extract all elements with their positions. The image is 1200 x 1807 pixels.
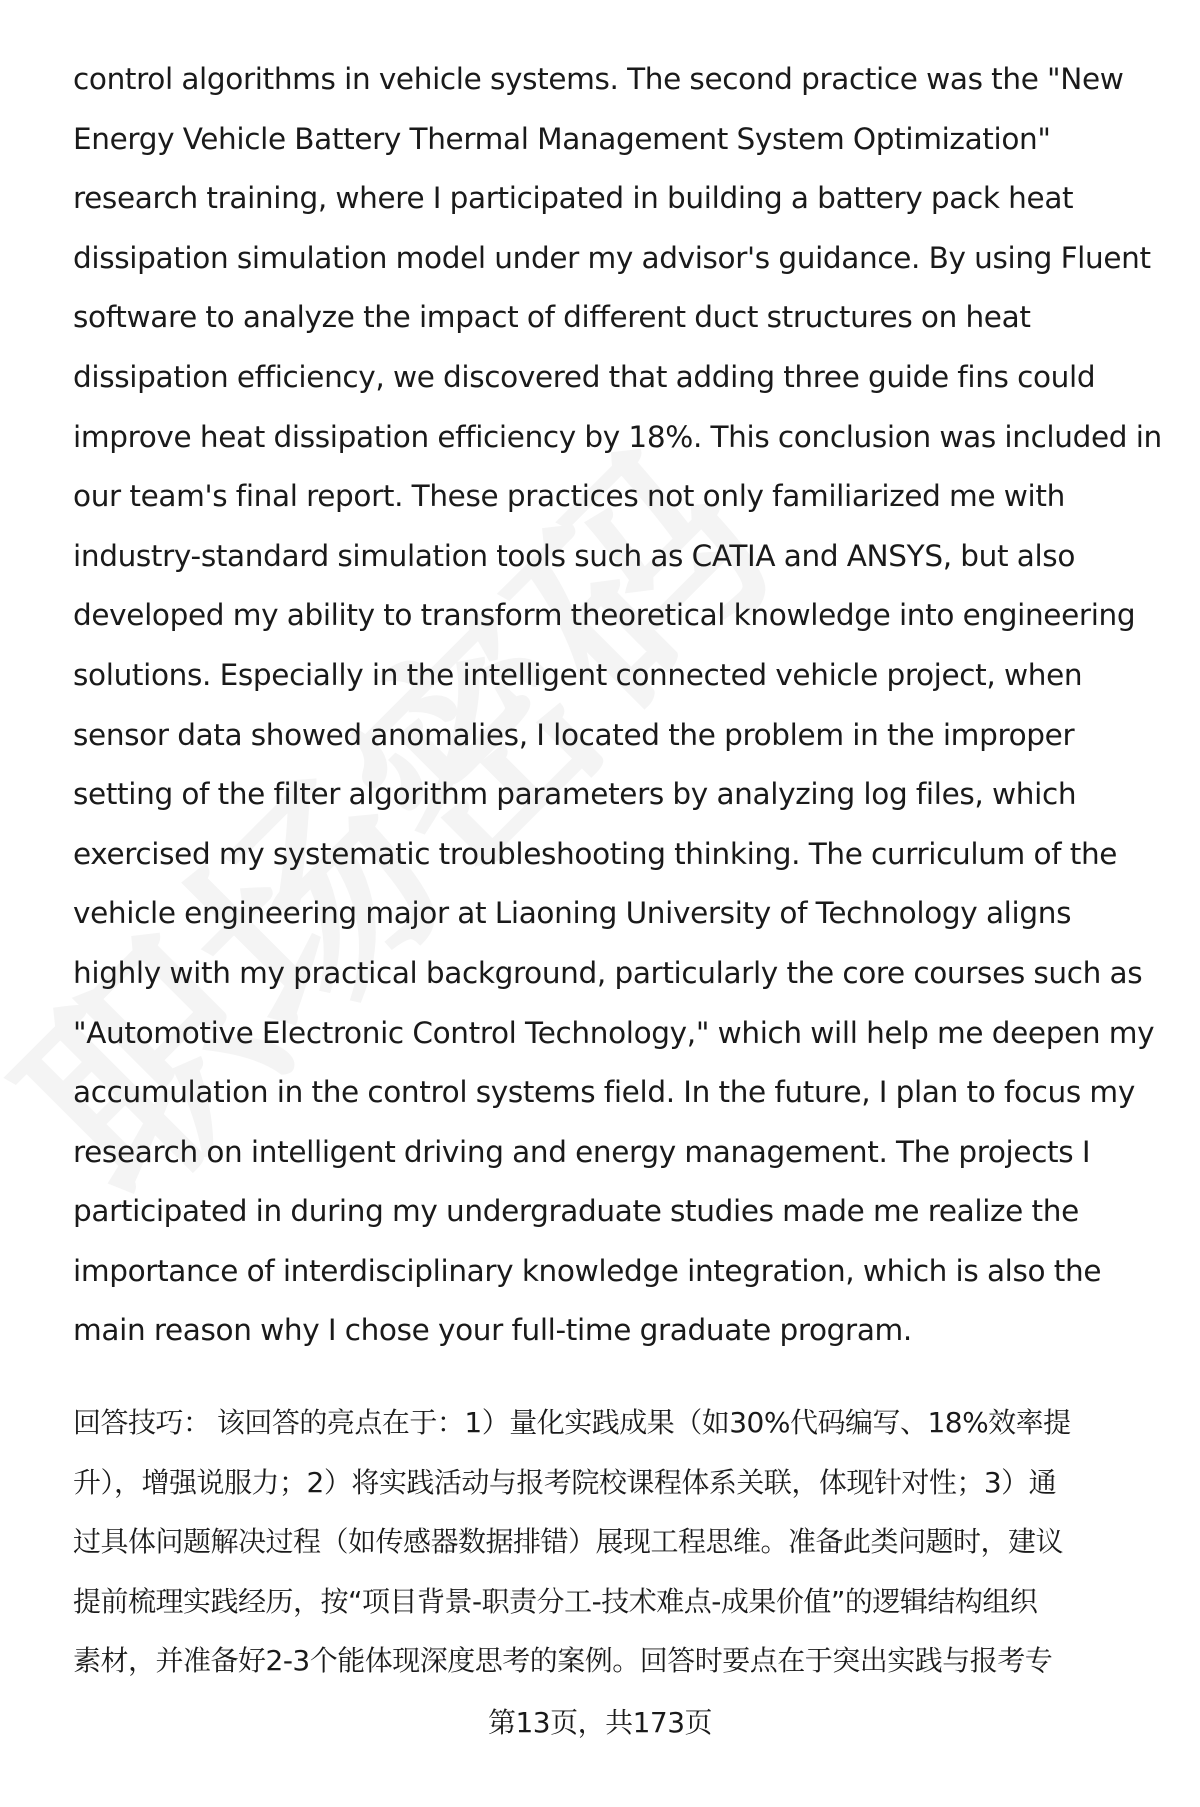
answer-tips-paragraph <box>73 1393 1163 1691</box>
body-line: developed my ability to transform theoretical knowledge into engineering <box>73 598 1136 633</box>
body-line: our team's final report. These practices not only familiarized me with <box>73 479 1065 514</box>
tips-line: 升），增强说服力；2）将实践活动与报考院校课程体系关联，体现针对性；3）通 <box>73 1465 1057 1499</box>
body-line: exercised my systematic troubleshooting thinking. The curriculum of the <box>73 836 1118 871</box>
body-line: vehicle engineering major at Liaoning University of Technology aligns <box>73 896 1072 931</box>
body-line: software to analyze the impact of different duct structures on heat <box>73 300 1031 335</box>
body-paragraph <box>73 50 1163 1361</box>
tips-line: 过具体问题解决过程（如传感器数据排错）展现工程思维。准备此类问题时，建议 <box>73 1525 1064 1558</box>
body-line: improve heat dissipation efficiency by 18%. This conclusion was included in <box>73 419 1162 454</box>
body-line: sensor data showed anomalies, I located the problem in the improper <box>73 717 1075 752</box>
body-line: research on intelligent driving and energy management. The projects I <box>73 1134 1091 1169</box>
body-line: control algorithms in vehicle systems. The second practice was the "New <box>73 62 1124 96</box>
body-line: "Automotive Electronic Control Technology," which will help me deepen my <box>73 1015 1155 1050</box>
page-number: 第13页，共173页 <box>487 1706 713 1739</box>
body-line: dissipation simulation model under my advisor's guidance. By using Fluent <box>73 240 1151 275</box>
tips-line: 回答技巧： 该回答的亮点在于：1）量化实践成果（如30%代码编写、18%效率提 <box>73 1406 1071 1439</box>
body-line: research training, where I participated in building a battery pack heat <box>73 181 1074 216</box>
body-line: participated in during my undergraduate studies made me realize the <box>73 1194 1079 1229</box>
body-line: solutions. Especially in the intelligent connected vehicle project, when <box>73 657 1083 692</box>
body-line: dissipation efficiency, we discovered that adding three guide fins could <box>73 359 1096 394</box>
tips-line: 提前梳理实践经历，按“项目背景-职责分工-技术难点-成果价值”的逻辑结构组织 <box>73 1584 1038 1618</box>
body-line: main reason why I chose your full-time graduate program. <box>73 1313 912 1348</box>
tips-line: 素材，并准备好2-3个能体现深度思考的案例。回答时要点在于突出实践与报考专 <box>73 1644 1053 1677</box>
body-line: importance of interdisciplinary knowledge integration, which is also the <box>73 1253 1102 1288</box>
body-line: industry-standard simulation tools such as CATIA and ANSYS, but also <box>73 538 1076 573</box>
body-line: Energy Vehicle Battery Thermal Management System Optimization" <box>73 121 1051 156</box>
body-line: highly with my practical background, particularly the core courses such as <box>73 955 1143 990</box>
body-line: accumulation in the control systems field. In the future, I plan to focus my <box>73 1075 1135 1110</box>
body-line: setting of the filter algorithm parameters by analyzing log files, which <box>73 777 1077 812</box>
